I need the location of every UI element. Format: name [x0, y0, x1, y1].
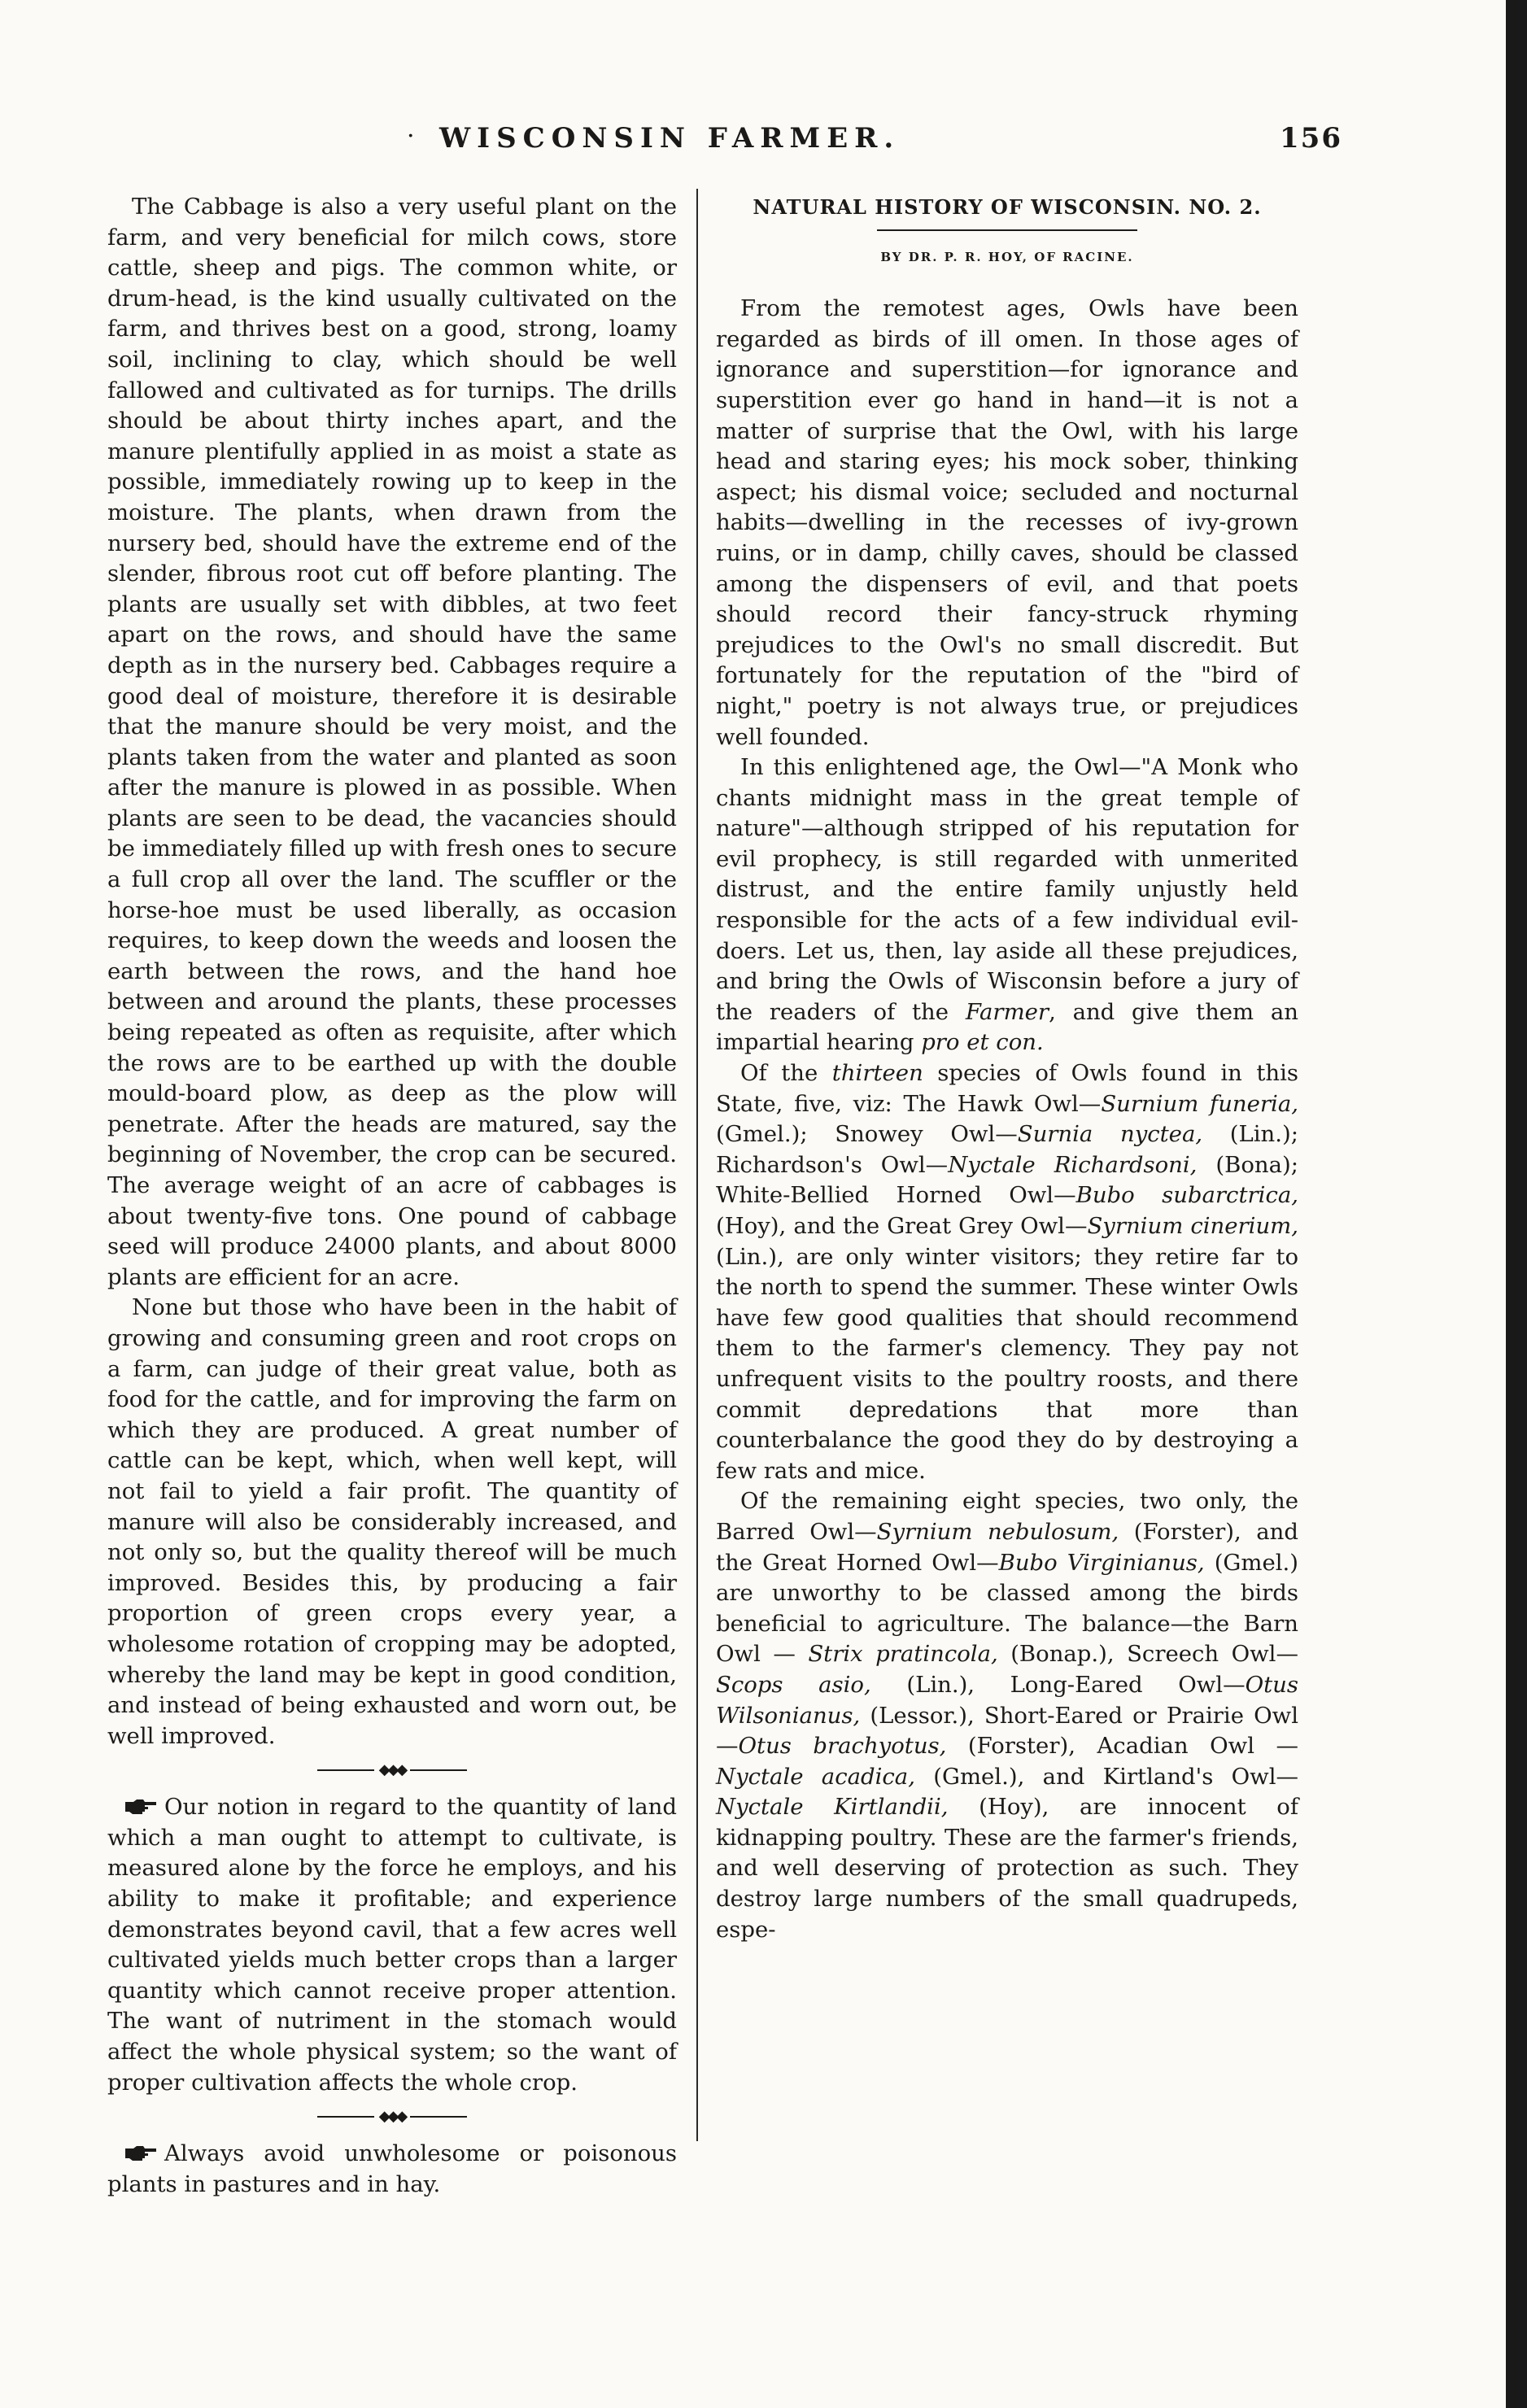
- text: (Bona); White-Bellied Horned Owl—: [716, 1151, 1298, 1209]
- text: (Forster), Acadian Owl —: [967, 1733, 1298, 1760]
- species-name: Scops asio,: [716, 1671, 871, 1698]
- owls-jury-paragraph: [716, 752, 1298, 1058]
- text: (Lin.); Richardson's Owl—: [716, 1121, 1298, 1178]
- text: Of the remaining eight species, two only, the Barred Owl—: [716, 1488, 1298, 1545]
- text: (Lin.), Long-Eared Owl—: [906, 1671, 1246, 1698]
- text: (Lessor.), Short-Eared or Prairie Owl—: [716, 1702, 1298, 1760]
- text: (Forster), and the Great Horned Owl—: [716, 1518, 1298, 1576]
- text: (Gmel.) are unworthy to be classed among the birds beneficial to agriculture. The balance—the Barn Owl —: [716, 1549, 1299, 1668]
- jury-text: In this enlightened age, the Owl—"A Monk who chants midnight mass in the great temple of nature"—although stripped of his reputation for evil prophecy, is still regarded with unmerited distrust, and the entire family unjustly held responsible for the acts of a few individual evil-doers. Let us, then, lay aside all these prejudices, and bring the Owls of Wisconsin before a jury of the readers of the: [716, 754, 1298, 1025]
- jury-text-2: , and give them an impartial hearing: [716, 998, 1298, 1056]
- pointing-hand-icon: [124, 2144, 158, 2163]
- text: (Bonap.), Screech Owl—: [1010, 1641, 1298, 1668]
- italic-thirteen: thirteen: [831, 1060, 923, 1087]
- running-title: WISCONSIN FARMER.: [439, 122, 901, 155]
- text: (Hoy), and the Great Grey Owl—: [716, 1213, 1088, 1239]
- pointing-hand-icon: [124, 1797, 158, 1817]
- text: (Gmel.); Snowey Owl—: [716, 1121, 1018, 1148]
- title-rule: [877, 229, 1137, 231]
- poison-note: [107, 2139, 677, 2200]
- owls-intro-paragraph: From the remotest ages, Owls have been regarded as birds of ill omen. In those ages of ignorance and superstition—for ignorance and superstition ever go hand in hand—it is not a matter of surprise that the Owl, with his large head and staring eyes; his mock sober, thinking aspect; his dismal voice; secluded and nocturnal habits—dwelling in the recesses of ivy-grown ruins, or in damp, chilly caves, should be classed among the dispensers of evil, and that poets should record their fancy-struck rhyming prejudices to the Owl's no small discredit. But fortunately for the reputation of the "bird of night," poetry is not always true, or prejudices well founded.: [716, 295, 1298, 750]
- species-name: Surnia nyctea,: [1017, 1121, 1203, 1148]
- text: species of Owls found in this State, five, viz: The Hawk Owl—: [716, 1060, 1298, 1117]
- species-name: Otus brachyotus,: [738, 1733, 947, 1760]
- species-name: Syrnium nebulosum,: [876, 1518, 1119, 1545]
- header-ornament: ·: [407, 122, 415, 150]
- species-name: Surnium funeria,: [1101, 1090, 1298, 1117]
- remaining-owls-paragraph: [716, 1486, 1298, 1945]
- species-name: Bubo subarctrica,: [1075, 1182, 1298, 1209]
- species-name: Nyctale Richardsoni,: [948, 1151, 1198, 1178]
- farm-note: [107, 1792, 677, 2098]
- species-name: Otus Wilsonianus,: [716, 1671, 1298, 1729]
- left-column: [107, 192, 677, 2200]
- article-byline: BY DR. P. R. HOY, OF RACINE.: [880, 249, 1134, 264]
- cabbage-paragraph: The Cabbage is also a very useful plant on the farm, and very beneficial for milch cows, store cattle, sheep and pigs. The common white, or drum-head, is the kind usually cultivated on the farm, and thrives best on a good, strong, loamy soil, inclining to clay, which should be well fallowed and cultivated as for turnips. The drills should be about thirty inches apart, and the manure plentifully applied in as moist a state as possible, immediately rowing up to keep in the moisture. The plants, when drawn from the nursery bed, should have the extreme end of the slender, fibrous root cut off before planting. The plants are usually set with dibbles, at two feet apart on the rows, and should have the same depth as in the nursery bed. Cabbages require a good deal of moisture, therefore it is desirable that the manure should be very moist, and the plants taken from the water and planted as soon after the manure is plowed in as possible. When plants are seen to be dead, the vacancies should be immediately filled up with fresh ones to secure a full crop all over the land. The scuffler or the horse-hoe must be used liberally, as occasion requires, to keep down the weeds and loosen the earth between the rows, and the hand hoe between and around the plants, these processes being repeated as often as requisite, after which the rows are to be earthed up with the double mould-board plow, as deep as the plow will penetrate. After the heads are matured, say the beginning of November, the crop can be secured. The average weight of an acre of cabbages is about twenty-five tons. One pound of cabbage seed will produce 24000 plants, and about 8000 plants are efficient for an acre.: [107, 194, 677, 1290]
- species-name: Syrnium cinerium,: [1087, 1213, 1298, 1239]
- text: (Lin.), are only winter visitors; they retire far to the north to spend the summer. These winter Owls have few good qualities that should recommend them to the farmer's clemency. They pay not unfrequent visits to the poultry roosts, and there commit depredations that more than counterbalance the good they do by destroying a few rats and mice.: [716, 1243, 1298, 1484]
- article-title: NATURAL HISTORY OF WISCONSIN. NO. 2.: [753, 195, 1262, 219]
- green-crops-paragraph: None but those who have been in the habit of growing and consuming green and root crops on a farm, can judge of their great value, both as food for the cattle, and for improving the farm on which they are produced. A great number of cattle can be kept, which, when well kept, will not fail to yield a fair profit. The quantity of manure will also be considerably increased, and not only so, but the quality thereof will be much improved. Besides this, by producing a fair proportion of green crops every year, a wholesome rotation of cropping may be adopted, whereby the land may be kept in good condition, and instead of being exhausted and worn out, be well improved.: [107, 1294, 677, 1749]
- page-number: 156: [1280, 122, 1342, 155]
- text: Of the: [740, 1060, 818, 1087]
- text: (Hoy), are innocent of kidnapping poultry. These are the farmer's friends, and well deserving of protection as such. They destroy large numbers of the small quadrupeds, espe-: [716, 1794, 1298, 1943]
- species-name: Nyctale Kirtlandii,: [716, 1794, 949, 1821]
- column-divider: [696, 189, 698, 2141]
- species-name: Strix pratincola,: [808, 1641, 998, 1668]
- farmer-italic: Farmer: [965, 998, 1049, 1025]
- text: (Gmel.), and Kirtland's Owl—: [933, 1763, 1298, 1790]
- separator-rule: ◆◆◆: [107, 1761, 677, 1779]
- winter-owls-paragraph: [716, 1058, 1298, 1486]
- poison-note-text: Always avoid unwholesome or poisonous plants in pastures and in hay.: [107, 2140, 677, 2197]
- separator-rule-2: ◆◆◆: [107, 2108, 677, 2126]
- species-name: Bubo Virginianus,: [998, 1549, 1205, 1576]
- page-header: [98, 122, 1342, 171]
- latin-phrase: pro et con.: [921, 1029, 1044, 1056]
- right-column: [716, 192, 1298, 1945]
- farm-note-text: Our notion in regard to the quantity of land which a man ought to attempt to cultivate, is measured alone by the force he employs, and his ability to make it profitable; and experience demonstrates beyond cavil, that a few acres well cultivated yields much better crops than a larger quantity which cannot receive proper attention. The want of nutriment in the stomach would affect the whole physical system; so the want of proper cultivation affects the whole crop.: [107, 1794, 677, 2096]
- scan-edge: [1506, 0, 1527, 2408]
- species-name: Nyctale acadica,: [716, 1763, 915, 1790]
